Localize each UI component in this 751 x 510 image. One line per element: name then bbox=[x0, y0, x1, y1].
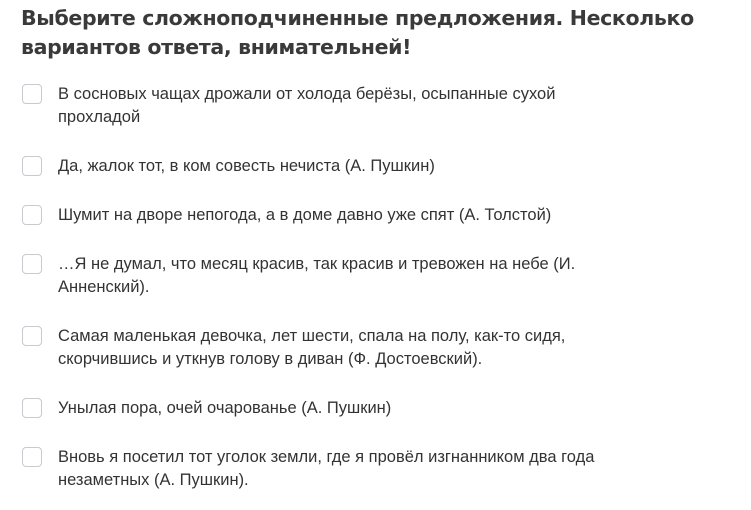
option-2-label[interactable]: Да, жалок тот, в ком совесть нечиста (А. Пушкин) bbox=[58, 157, 435, 175]
option-7-checkbox[interactable] bbox=[22, 447, 42, 467]
option-4[interactable] bbox=[22, 253, 742, 299]
option-4-label[interactable]: …Я не думал, что месяц красив, так красив и тревожен на небе (И. Анненский). bbox=[58, 255, 576, 296]
option-3-checkbox[interactable] bbox=[22, 205, 42, 225]
option-7[interactable] bbox=[22, 446, 742, 492]
option-1-checkbox[interactable] bbox=[22, 84, 42, 104]
option-5-checkbox[interactable] bbox=[22, 326, 42, 346]
option-1-label[interactable]: В сосновых чащах дрожали от холода берёзы, осыпанные сухой прохладой bbox=[58, 85, 556, 126]
option-5[interactable] bbox=[22, 325, 742, 371]
question-title: Выберите сложноподчиненные предложения. Несколько вариантов ответа, внимательней! bbox=[21, 6, 694, 59]
option-6-label[interactable]: Унылая пора, очей очарованье (А. Пушкин) bbox=[58, 399, 392, 417]
option-5-label[interactable]: Самая маленькая девочка, лет шести, спала на полу, как-то сидя, скорчившись и уткнув голову в диван (Ф. Достоевский). bbox=[58, 327, 566, 368]
option-1[interactable] bbox=[22, 83, 742, 129]
option-3-label[interactable]: Шумит на дворе непогода, а в доме давно уже спят (А. Толстой) bbox=[58, 206, 552, 224]
answer-options bbox=[22, 83, 742, 510]
option-6[interactable] bbox=[22, 397, 742, 420]
option-2-checkbox[interactable] bbox=[22, 156, 42, 176]
option-6-checkbox[interactable] bbox=[22, 398, 42, 418]
option-3[interactable] bbox=[22, 204, 742, 227]
option-4-checkbox[interactable] bbox=[22, 254, 42, 274]
option-7-label[interactable]: Вновь я посетил тот уголок земли, где я провёл изгнанником два года незаметных (А. Пушкин). bbox=[58, 448, 595, 489]
option-2[interactable] bbox=[22, 155, 742, 178]
